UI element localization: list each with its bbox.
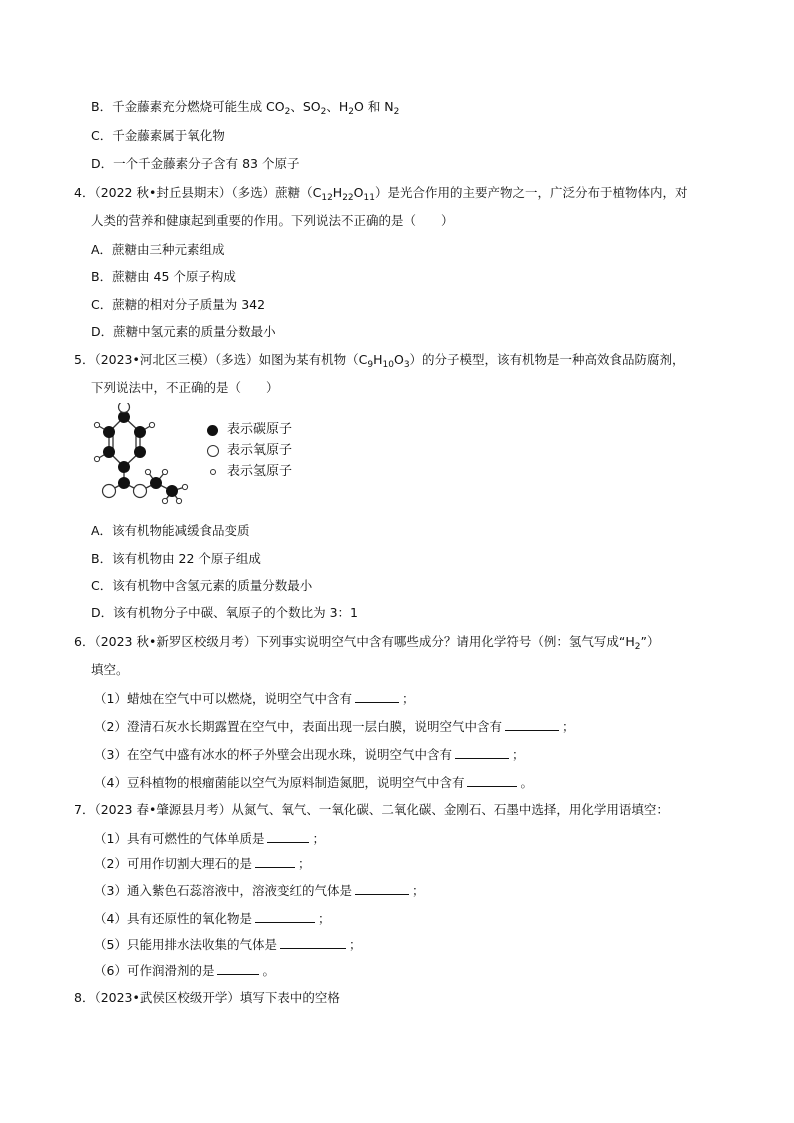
legend-oxygen: 表示氧原子 — [207, 442, 327, 460]
q6-item-3: （3）在空气中盛有冰水的杯子外壁会出现水珠，说明空气中含有 ； — [94, 747, 525, 762]
q4-option-d: D．蔗糖中氢元素的质量分数最小 — [91, 324, 276, 339]
answer-blank[interactable] — [255, 910, 315, 923]
oxygen-atom-symbol-icon — [207, 445, 219, 457]
q3-option-b: B．千金藤素充分燃烧可能生成 $CO_2$、$SO_2$、$H_2O$ 和 $N_2$ — [91, 99, 400, 117]
hydrogen-atom-symbol-icon — [210, 469, 216, 475]
q5-option-d: D．该有机物分子中碳、氧原子的个数比为 3：1 — [91, 605, 359, 620]
answer-blank[interactable] — [355, 690, 399, 703]
answer-blank[interactable] — [467, 774, 517, 787]
legend-hydrogen: 表示氢原子 — [207, 463, 327, 481]
q3-option-d: D．一个千金藤素分子含有 83 个原子 — [91, 156, 300, 171]
answer-blank[interactable] — [217, 962, 259, 975]
q4-option-b: B．蔗糖由 45 个原子构成 — [91, 269, 236, 284]
q5-option-a: A．该有机物能减缓食品变质 — [91, 523, 250, 538]
legend-carbon: 表示碳原子 — [207, 421, 327, 439]
q7-item-3: （3）通入紫色石蕊溶液中，溶液变红的气体是 ； — [94, 883, 425, 898]
q6-stem-line2: 填空。 — [91, 662, 129, 677]
q7-stem: 7．（2023 春•肇源县月考）从氮气、氧气、一氧化碳、二氧化碳、金刚石、石墨中选择，用化学用语填空： — [74, 802, 669, 817]
q7-item-1: （1）具有可燃性的气体单质是 ； — [94, 831, 325, 846]
q6-item-4: （4）豆科植物的根瘤菌能以空气为原料制造氮肥，说明空气中含有 。 — [94, 775, 533, 790]
q7-item-6: （6）可作润滑剂的是 。 — [94, 963, 275, 978]
q5-option-b: B．该有机物由 22 个原子组成 — [91, 551, 261, 566]
q7-item-4: （4）具有还原性的氧化物是 ； — [94, 911, 331, 926]
q5-stem-line2: 下列说法中，不正确的是（ ） — [91, 380, 279, 395]
q7-item-2: （2）可用作切割大理石的是 ； — [94, 856, 311, 871]
q4-option-a: A．蔗糖由三种元素组成 — [91, 242, 225, 257]
q7-item-5: （5）只能用排水法收集的气体是 ； — [94, 937, 362, 952]
q5-option-c: C．该有机物中含氢元素的质量分数最小 — [91, 578, 313, 593]
molecule-model-diagram — [85, 403, 205, 513]
q6-item-2: （2）澄清石灰水长期露置在空气中，表面出现一层白膜，说明空气中含有 ； — [94, 719, 575, 734]
q8-stem: 8．（2023•武侯区校级开学）填写下表中的空格 — [74, 990, 340, 1005]
answer-blank[interactable] — [455, 746, 509, 759]
answer-blank[interactable] — [505, 718, 559, 731]
q4-option-c: C．蔗糖的相对分子质量为 342 — [91, 297, 266, 312]
answer-blank[interactable] — [267, 830, 309, 843]
q5-stem-line1: 5．（2023•河北区三模）（多选）如图为某有机物$(C_9H_{10}O_3)$的分子模型，该有机物是一种高效食品防腐剂， — [74, 352, 685, 370]
answer-blank[interactable] — [280, 936, 346, 949]
carbon-atom-symbol-icon — [207, 425, 218, 436]
q4-stem-line2: 人类的营养和健康起到重要的作用。下列说法不正确的是（ ） — [91, 213, 454, 228]
answer-blank[interactable] — [255, 855, 295, 868]
q6-stem-line1: 6．（2023 秋•新罗区校级月考）下列事实说明空气中含有哪些成分？请用化学符号（例：氢气写成“$H_2$”） — [74, 634, 660, 652]
q6-item-1: （1）蜡烛在空气中可以燃烧，说明空气中含有 ； — [94, 691, 415, 706]
q3-option-c: C．千金藤素属于氧化物 — [91, 128, 225, 143]
q4-stem-line1: 4．（2022 秋•封丘县期末）（多选）蔗糖$(C_{12}H_{22}O_{11})$是光合作用的主要产物之一，广泛分布于植物体内，对 — [74, 185, 688, 203]
answer-blank[interactable] — [355, 882, 409, 895]
